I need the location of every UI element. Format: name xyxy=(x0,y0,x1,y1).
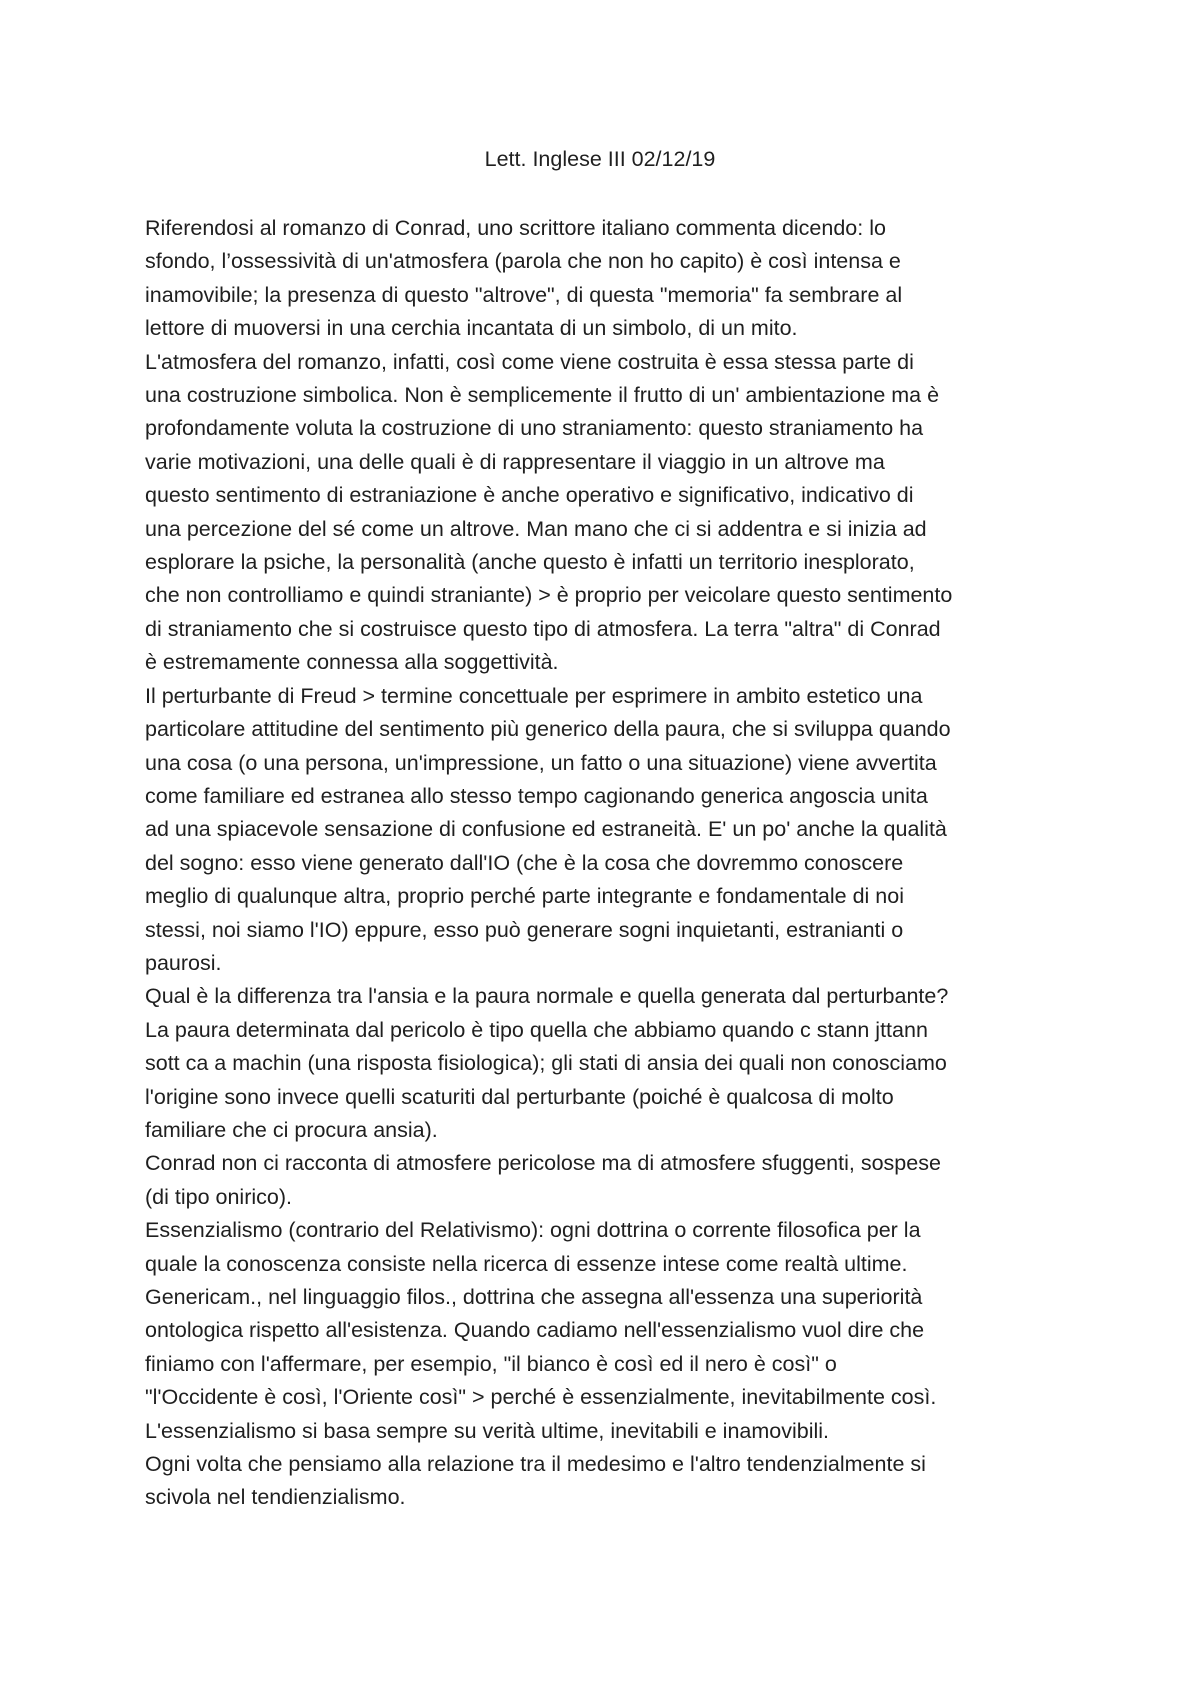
text-line: l'origine sono invece quelli scaturiti dal perturbante (poiché è qualcosa di molto xyxy=(145,1084,894,1109)
text-line: lettore di muoversi in una cerchia incantata di un simbolo, di un mito. xyxy=(145,316,798,341)
text-line: Conrad non ci racconta di atmosfere pericolose ma di atmosfere sfuggenti, sospese xyxy=(145,1151,941,1176)
text-line: come familiare ed estranea allo stesso tempo cagionando generica angoscia unita xyxy=(145,783,928,808)
text-line: ad una spiacevole sensazione di confusione ed estraneità. E' un po' anche la qualità xyxy=(145,817,947,842)
text-line: questo sentimento di estraniazione è anche operativo e significativo, indicativo di xyxy=(145,483,914,508)
text-line: Ogni volta che pensiamo alla relazione tra il medesimo e l'altro tendenzialmente si xyxy=(145,1452,926,1477)
text-line: scivola nel tendienzialismo. xyxy=(145,1485,406,1510)
text-line: paurosi. xyxy=(145,950,222,975)
text-line: (di tipo onirico). xyxy=(145,1184,292,1209)
text-line: esplorare la psiche, la personalità (anche questo è infatti un territorio inesplorato, xyxy=(145,550,915,575)
text-line: Qual è la differenza tra l'ansia e la paura normale e quella generata dal perturbante? xyxy=(145,984,949,1009)
text-line: sfondo, l’ossessività di un'atmosfera (parola che non ho capito) è così intensa e xyxy=(145,249,901,274)
text-line: una percezione del sé come un altrove. Man mano che ci si addentra e si inizia ad xyxy=(145,516,927,541)
text-line: particolare attitudine del sentimento più generico della paura, che si sviluppa quando xyxy=(145,717,951,742)
text-line: Il perturbante di Freud > termine concettuale per esprimere in ambito estetico una xyxy=(145,683,923,708)
text-line: inamovibile; la presenza di questo "altrove", di questa "memoria" fa sembrare al xyxy=(145,282,903,307)
text-line: una cosa (o una persona, un'impressione, un fatto o una situazione) viene avvertita xyxy=(145,750,937,775)
text-line: profondamente voluta la costruzione di uno straniamento: questo straniamento ha xyxy=(145,416,924,441)
text-line: varie motivazioni, una delle quali è di rappresentare il viaggio in un altrove ma xyxy=(145,449,885,474)
text-line: ontologica rispetto all'esistenza. Quando cadiamo nell'essenzialismo vuol dire che xyxy=(145,1318,925,1343)
text-line: L'essenzialismo si basa sempre su verità ultime, inevitabili e inamovibili. xyxy=(145,1418,830,1443)
text-line: "l'Occidente è così, l'Oriente così" > perché è essenzialmente, inevitabilmente così. xyxy=(145,1385,937,1410)
text-line: familiare che ci procura ansia). xyxy=(145,1117,438,1142)
text-line: quale la conoscenza consiste nella ricerca di essenze intese come realtà ultime. xyxy=(145,1251,908,1276)
text-line: Riferendosi al romanzo di Conrad, uno scrittore italiano commenta dicendo: lo xyxy=(145,216,886,240)
document-body xyxy=(145,212,1125,1515)
text-line: del sogno: esso viene generato dall'IO (che è la cosa che dovremmo conoscere xyxy=(145,850,904,875)
text-line: stessi, noi siamo l'IO) eppure, esso può generare sogni inquietanti, estranianti o xyxy=(145,917,904,942)
text-line: di straniamento che si costruisce questo tipo di atmosfera. La terra "altra" di Conrad xyxy=(145,616,941,641)
text-line: meglio di qualunque altra, proprio perché parte integrante e fondamentale di noi xyxy=(145,884,904,909)
text-line: L'atmosfera del romanzo, infatti, così come viene costruita è essa stessa parte di xyxy=(145,349,914,374)
text-line: Essenzialismo (contrario del Relativismo): ogni dottrina o corrente filosofica per la xyxy=(145,1218,921,1243)
text-line: finiamo con l'affermare, per esempio, "il bianco è così ed il nero è così" o xyxy=(145,1351,837,1376)
text-line: che non controlliamo e quindi straniante) > è proprio per veicolare questo sentimento xyxy=(145,583,953,608)
text-line: una costruzione simbolica. Non è semplicemente il frutto di un' ambientazione ma è xyxy=(145,383,940,408)
text-line: è estremamente connessa alla soggettività. xyxy=(145,650,559,675)
text-line: La paura determinata dal pericolo è tipo quella che abbiamo quando c stann jttann xyxy=(145,1017,928,1042)
text-line: sott ca a machin (una risposta fisiologica); gli stati di ansia dei quali non conosciamo xyxy=(145,1051,947,1076)
text-line: Genericam., nel linguaggio filos., dottrina che assegna all'essenza una superiorità xyxy=(145,1285,923,1309)
document-title: Lett. Inglese III 02/12/19 xyxy=(484,147,716,171)
